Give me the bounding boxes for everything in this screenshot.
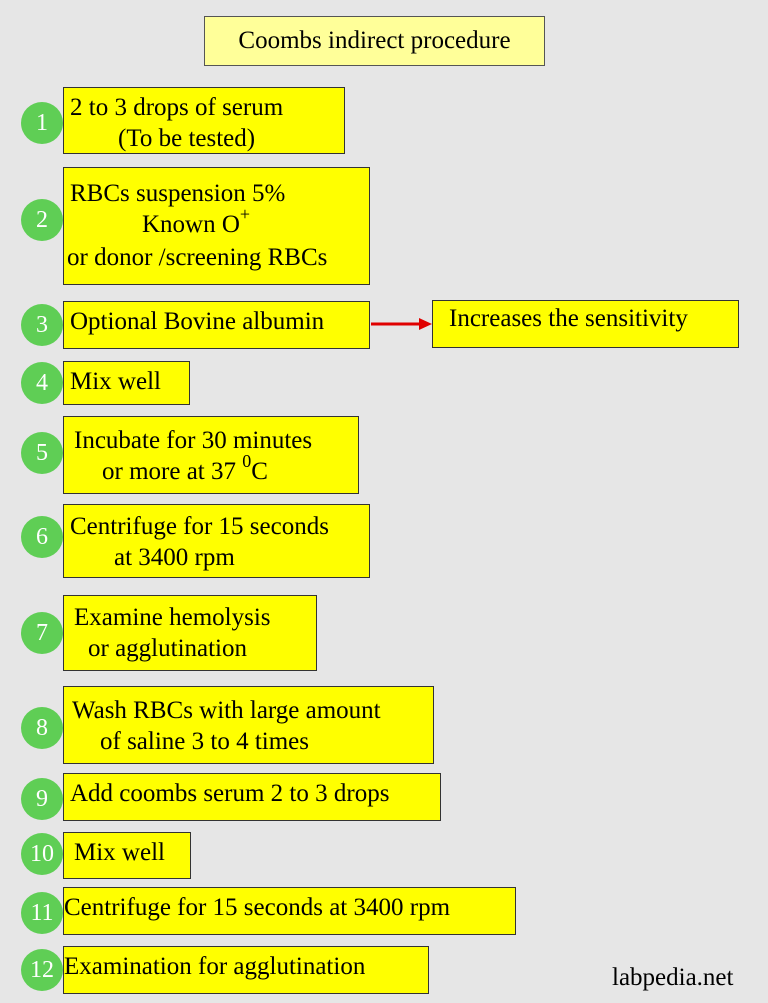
- step-1-line-1: 2 to 3 drops of serum: [70, 94, 284, 121]
- step-number-2: 2: [21, 199, 63, 241]
- step-box-8: [63, 686, 434, 764]
- step-2-line-1: RBCs suspension 5%: [70, 180, 286, 207]
- step-box-3: [63, 301, 370, 349]
- step-5-line-1: Incubate for 30 minutes: [74, 427, 313, 454]
- step-8-line-1: Wash RBCs with large amount: [72, 697, 381, 724]
- step-number-10: 10: [21, 833, 63, 875]
- step-box-4: [63, 361, 190, 405]
- step-number-5: 5: [21, 432, 63, 474]
- step-5-line-3: C: [251, 458, 268, 485]
- step-3-line-1: Optional Bovine albumin: [70, 308, 325, 335]
- sensitivity-note: Increases the sensitivity: [449, 305, 688, 332]
- sensitivity-note-box: [432, 300, 739, 348]
- step-box-9: [63, 773, 441, 821]
- step-box-6: [63, 504, 370, 578]
- step-10-line-1: Mix well: [74, 839, 165, 866]
- step-5-superscript: 0: [242, 451, 252, 471]
- step-box-5: [63, 416, 359, 494]
- step-box-10: [63, 832, 191, 879]
- step-2-line-2: Known O: [142, 211, 240, 238]
- step-box-7: [63, 595, 317, 671]
- step-box-1: [63, 87, 345, 154]
- step-9-line-1: Add coombs serum 2 to 3 drops: [70, 780, 390, 807]
- step-12-line-1: Examination for agglutination: [64, 953, 366, 980]
- step-2-superscript: +: [239, 204, 251, 224]
- step-1-line-2: (To be tested): [118, 125, 256, 152]
- step-number-9: 9: [21, 778, 63, 820]
- step-7-line-2: or agglutination: [88, 635, 247, 662]
- step-11-line-1: Centrifuge for 15 seconds at 3400 rpm: [64, 894, 451, 921]
- step-2-line-3: or donor /screening RBCs: [67, 244, 328, 271]
- step-box-2: [63, 167, 370, 285]
- step-number-7: 7: [21, 612, 63, 654]
- step-6-line-2: at 3400 rpm: [114, 544, 235, 571]
- watermark: labpedia.net: [612, 964, 734, 991]
- step-box-11: [63, 887, 516, 935]
- step-number-3: 3: [21, 304, 63, 346]
- step-4-line-1: Mix well: [70, 368, 161, 395]
- step-7-line-1: Examine hemolysis: [74, 604, 271, 631]
- step-box-12: [63, 946, 429, 994]
- arrow-icon: [371, 316, 433, 332]
- step-8-line-2: of saline 3 to 4 times: [100, 728, 309, 755]
- step-5-line-2: or more at 37: [102, 458, 243, 485]
- title-box: [204, 16, 545, 66]
- step-number-1: 1: [21, 102, 63, 144]
- page-title: Coombs indirect procedure: [238, 27, 511, 54]
- step-number-11: 11: [21, 892, 63, 934]
- step-number-6: 6: [21, 516, 63, 558]
- step-6-line-1: Centrifuge for 15 seconds: [70, 513, 329, 540]
- step-number-12: 12: [21, 949, 63, 991]
- step-number-8: 8: [21, 707, 63, 749]
- step-number-4: 4: [21, 362, 63, 404]
